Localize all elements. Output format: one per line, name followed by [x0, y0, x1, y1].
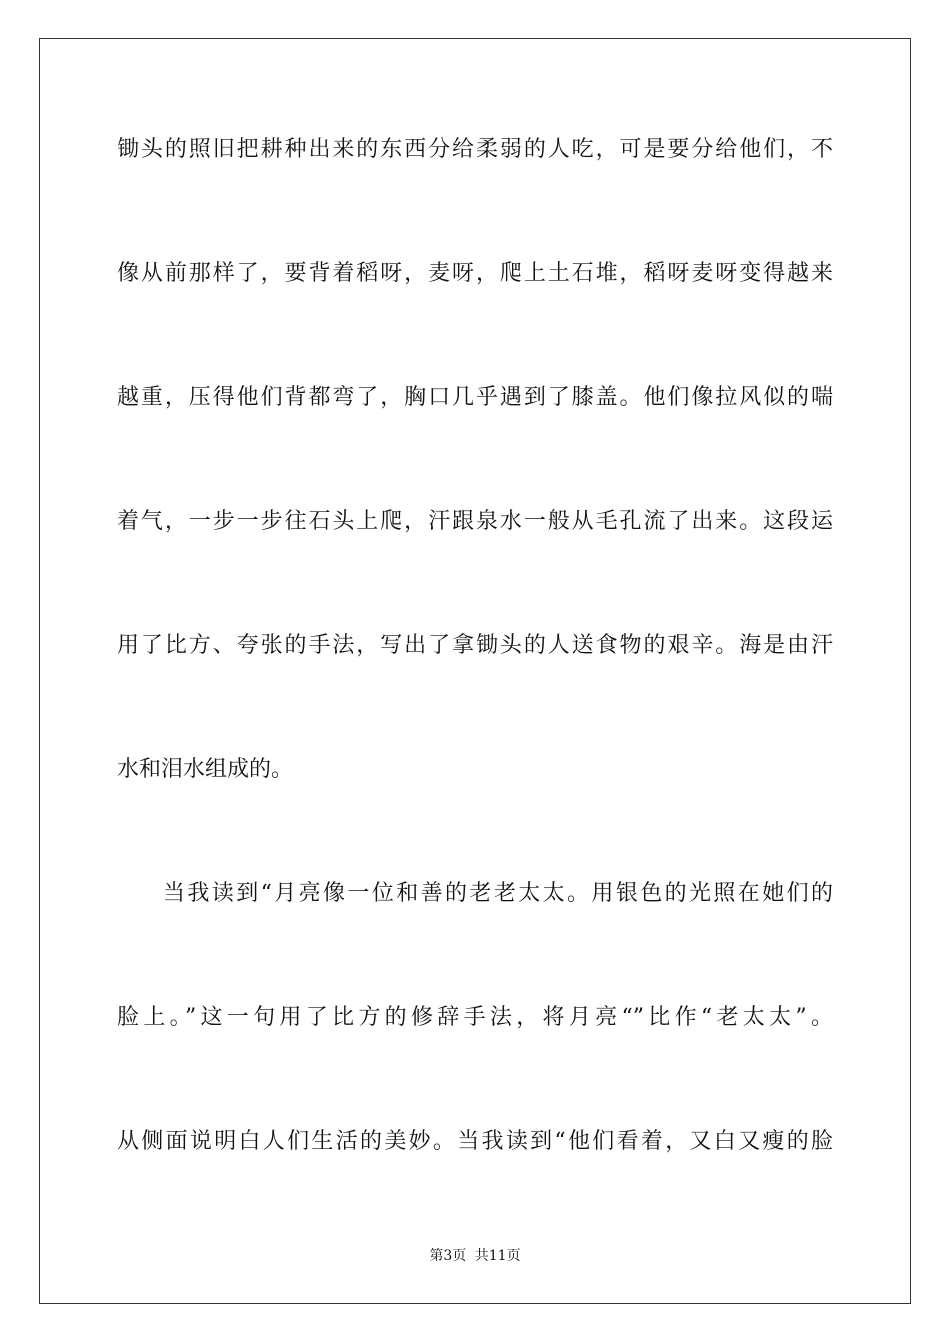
total-pages: 共11页	[474, 1248, 521, 1264]
text-line: 脸上。”这一句用了比方的修辞手法，将月亮“”比作“老太太”。	[117, 1005, 833, 1030]
text-line: 锄头的照旧把耕种出来的东西分给柔弱的人吃，可是要分给他们，不	[117, 137, 833, 162]
page-border	[39, 38, 911, 1304]
text-line: 越重，压得他们背都弯了，胸口几乎遇到了膝盖。他们像拉风似的喘	[117, 385, 833, 410]
text-line: 从侧面说明白人们生活的美妙。当我读到“他们看着，又白又瘦的脸	[117, 1129, 833, 1154]
paragraph-first-line: 当我读到“月亮像一位和善的老老太太。用银色的光照在她们的	[163, 881, 833, 906]
text-line: 像从前那样了，要背着稻呀，麦呀，爬上土石堆，稻呀麦呀变得越来	[117, 261, 833, 286]
text-line: 水和泪水组成的。	[117, 757, 294, 782]
text-line: 着气，一步一步往石头上爬，汗跟泉水一般从毛孔流了出来。这段运	[117, 509, 833, 534]
current-page-number: 第3页	[429, 1248, 467, 1264]
text-line: 用了比方、夸张的手法，写出了拿锄头的人送食物的艰辛。海是由汗	[117, 633, 833, 658]
page-footer	[0, 1247, 950, 1265]
